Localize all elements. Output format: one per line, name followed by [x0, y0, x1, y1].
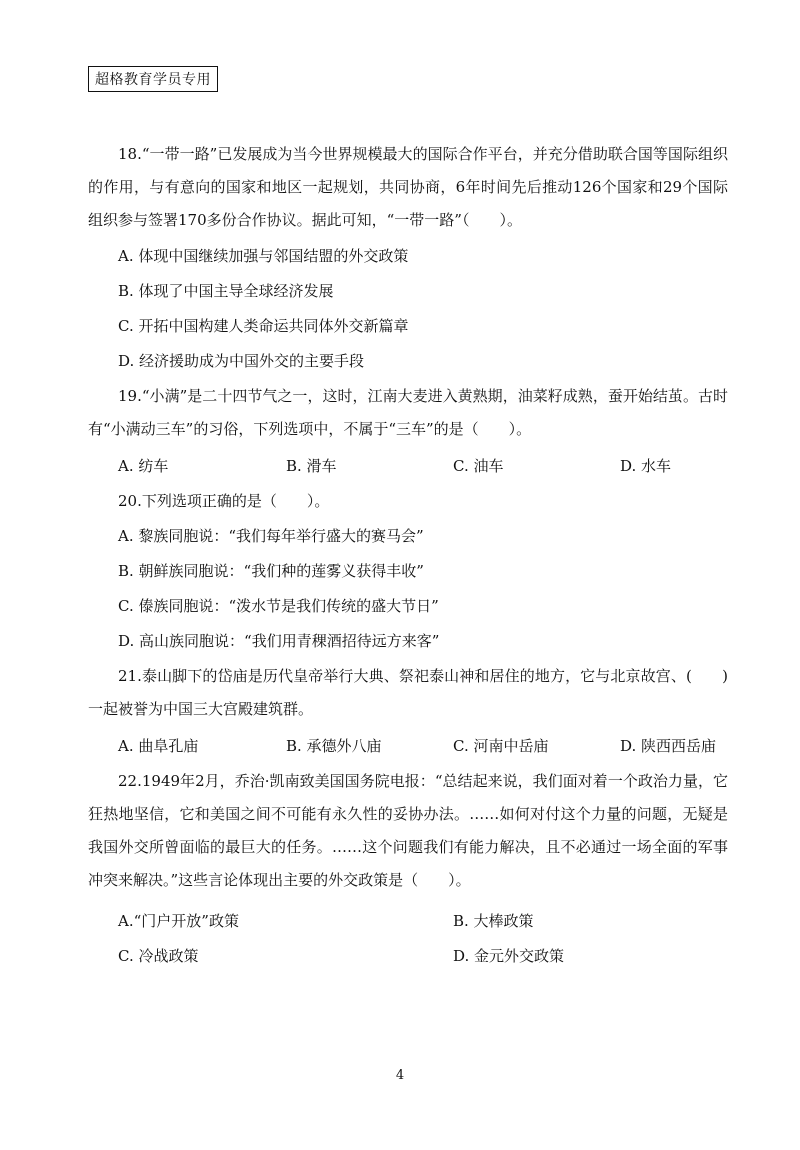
- q18-option-c[interactable]: C. 开拓中国构建人类命运共同体外交新篇章: [118, 317, 409, 335]
- header-label: 超格教育学员专用: [88, 66, 218, 92]
- question-18-stem: 18.“一带一路”已发展成为当今世界规模最大的国际合作平台，并充分借助联合国等国际组织的作用，与有意向的国家和地区一起规划，共同协商，6年时间先后推动126个国家和29个国际组织参与签署170多份合作协议。据此可知，“一带一路”（ ）。: [88, 145, 728, 229]
- q22-option-c[interactable]: C. 冷战政策: [118, 947, 199, 965]
- q19-options: [118, 456, 718, 476]
- q22-options-row-1: [118, 911, 718, 931]
- q18-option-b[interactable]: B. 体现了中国主导全球经济发展: [118, 282, 334, 300]
- q22-option-d[interactable]: D. 金元外交政策: [453, 947, 565, 965]
- q19-option-d[interactable]: D. 水车: [620, 457, 672, 475]
- q21-option-a[interactable]: A. 曲阜孔庙: [118, 737, 199, 755]
- question-19-stem: 19.“小满”是二十四节气之一，这时，江南大麦进入黄熟期，油菜籽成熟，蚕开始结茧。古时有“小满动三车”的习俗，下列选项中，不属于“三车”的是（ ）。: [88, 387, 728, 438]
- q20-option-a[interactable]: A. 黎族同胞说：“我们每年举行盛大的赛马会”: [118, 527, 424, 545]
- question-21-stem: 21.泰山脚下的岱庙是历代皇帝举行大典、祭祀泰山神和居住的地方，它与北京故宫、( )一起被誉为中国三大宫殿建筑群。: [88, 667, 728, 718]
- page-number: 4: [395, 1068, 405, 1083]
- q20-option-c[interactable]: C. 傣族同胞说：“泼水节是我们传统的盛大节日”: [118, 597, 439, 615]
- q19-option-a[interactable]: A. 纺车: [118, 457, 169, 475]
- q21-option-b[interactable]: B. 承德外八庙: [286, 737, 382, 755]
- q22-option-a[interactable]: A.“门户开放”政策: [118, 912, 239, 930]
- q18-option-d[interactable]: D. 经济援助成为中国外交的主要手段: [118, 352, 365, 370]
- question-20-stem: 20.下列选项正确的是（ ）。: [118, 492, 330, 510]
- q21-option-d[interactable]: D. 陕西西岳庙: [620, 737, 717, 755]
- q22-option-b[interactable]: B. 大棒政策: [453, 912, 534, 930]
- question-22-stem: 22.1949年2月，乔治·凯南致美国国务院电报：“总结起来说，我们面对着一个政治力量，它狂热地坚信，它和美国之间不可能有永久性的妥协办法。……如何对付这个力量的问题，无疑是我国外交所曾面临的最巨大的任务。……这个问题我们有能力解决，且不必通过一场全面的军事冲突来解决。”这些言论体现出主要的外交政策是（ ）。: [88, 772, 728, 889]
- q19-option-b[interactable]: B. 滑车: [286, 457, 337, 475]
- q21-option-c[interactable]: C. 河南中岳庙: [453, 737, 549, 755]
- q19-option-c[interactable]: C. 油车: [453, 457, 504, 475]
- q21-options: [118, 736, 718, 756]
- q20-option-b[interactable]: B. 朝鲜族同胞说：“我们种的莲雾义获得丰收”: [118, 562, 424, 580]
- q22-options-row-2: [118, 946, 718, 966]
- q20-option-d[interactable]: D. 高山族同胞说：“我们用青稞酒招待远方来客”: [118, 632, 440, 650]
- q18-option-a[interactable]: A. 体现中国继续加强与邻国结盟的外交政策: [118, 247, 409, 265]
